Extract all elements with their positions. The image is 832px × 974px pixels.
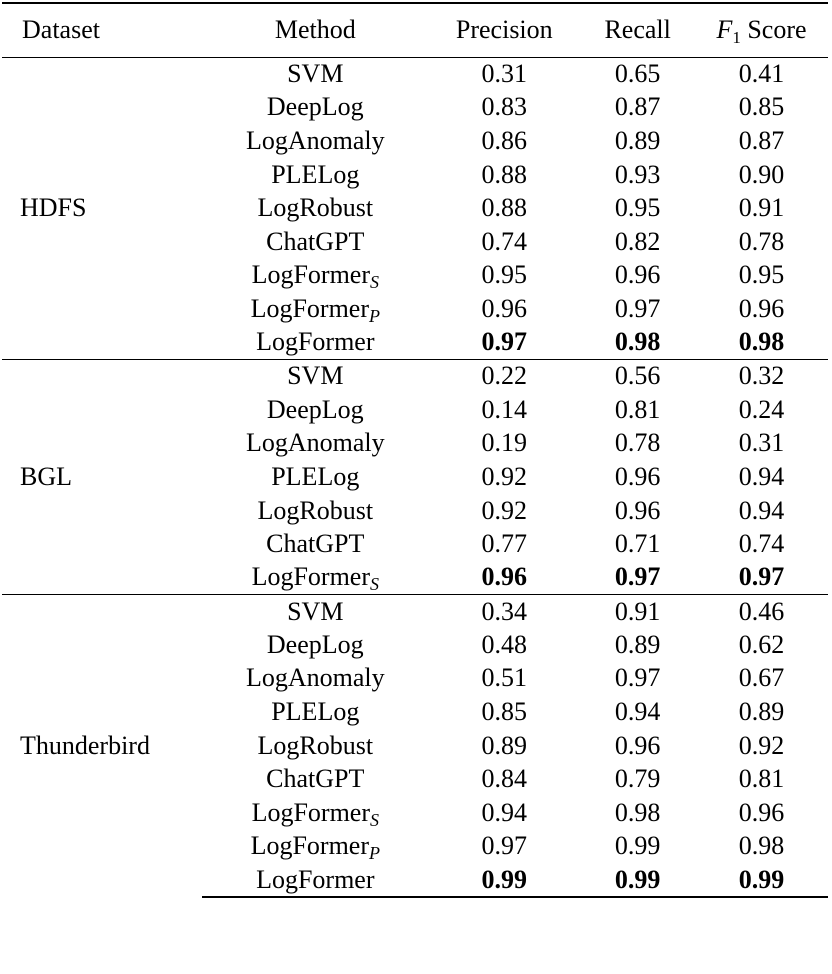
precision-value: 0.95	[481, 260, 528, 290]
method-name	[202, 225, 428, 259]
recall-value: 0.89	[614, 629, 661, 659]
header-precision: Precision	[455, 15, 553, 45]
method-label: ChatGPT	[266, 764, 365, 794]
dataset-name: Thunderbird	[2, 595, 202, 897]
precision-value: 0.97	[481, 327, 528, 357]
f1-value: 0.91	[738, 193, 785, 223]
method-name	[202, 729, 428, 763]
f1-value: 0.31	[738, 428, 785, 458]
recall-value: 0.96	[614, 730, 661, 760]
method-label: LogRobust	[257, 495, 374, 525]
recall-value: 0.78	[614, 428, 661, 458]
precision-value: 0.97	[481, 831, 528, 861]
f1-value: 0.62	[738, 629, 785, 659]
method-variant-subscript: P	[368, 305, 380, 326]
recall-value: 0.71	[614, 529, 661, 559]
precision-value: 0.22	[428, 359, 580, 393]
f1-value: 0.87	[738, 125, 785, 155]
header-f1-score	[695, 3, 828, 57]
method-variant-subscript: S	[369, 809, 379, 830]
method-name	[202, 57, 428, 91]
method-label: PLELog	[271, 159, 360, 189]
method-label: DeepLog	[266, 629, 364, 659]
f1-value: 0.94	[738, 461, 785, 491]
recall-value: 0.96	[614, 495, 661, 525]
recall-value: 0.89	[614, 125, 661, 155]
f1-value: 0.85	[738, 92, 785, 122]
dataset-group	[2, 359, 828, 594]
recall-value: 0.81	[614, 394, 661, 424]
method-name	[202, 359, 428, 393]
recall-value: 0.97	[614, 663, 661, 693]
method-name	[202, 628, 428, 662]
f1-value: 0.98	[738, 327, 785, 357]
recall-value: 0.96	[614, 461, 661, 491]
method-label: DeepLog	[266, 92, 364, 122]
method-label: SVM	[287, 361, 344, 391]
f1-value: 0.97	[738, 562, 785, 592]
method-label: SVM	[287, 59, 344, 89]
method-label: LogFormer	[250, 831, 369, 861]
recall-value: 0.93	[614, 159, 661, 189]
dataset-name: HDFS	[20, 193, 87, 223]
f1-value: 0.98	[738, 831, 785, 861]
precision-value: 0.19	[481, 428, 528, 458]
method-label: LogFormer	[256, 864, 375, 894]
method-name	[202, 326, 428, 360]
recall-value: 0.98	[614, 327, 661, 357]
method-label: LogAnomaly	[245, 125, 385, 155]
f1-value: 0.46	[695, 595, 828, 629]
method-name	[202, 259, 428, 293]
results-table	[2, 2, 828, 898]
f1-value: 0.78	[738, 226, 785, 256]
f1-letter: F	[716, 15, 733, 45]
precision-value: 0.31	[481, 59, 528, 89]
recall-value: 0.87	[614, 92, 661, 122]
method-name	[202, 662, 428, 696]
f1-subscript: 1	[732, 28, 741, 48]
method-label: PLELog	[271, 461, 360, 491]
dataset-group	[2, 57, 828, 359]
table-header	[2, 3, 828, 57]
method-name	[202, 191, 428, 225]
method-label: DeepLog	[266, 394, 364, 424]
method-label: LogAnomaly	[245, 428, 385, 458]
precision-value: 0.86	[481, 125, 528, 155]
f1-value: 0.96	[738, 797, 785, 827]
recall-value: 0.91	[580, 595, 695, 629]
f1-value: 0.89	[738, 697, 785, 727]
f1-value: 0.90	[738, 159, 785, 189]
header-method: Method	[274, 15, 356, 45]
method-name	[202, 527, 428, 561]
recall-value: 0.99	[580, 863, 695, 897]
method-name	[202, 292, 428, 326]
precision-value: 0.99	[428, 863, 580, 897]
precision-value: 0.83	[481, 92, 528, 122]
precision-value: 0.88	[481, 193, 528, 223]
precision-value: 0.77	[481, 529, 528, 559]
method-variant-subscript: S	[369, 574, 379, 595]
method-name	[202, 494, 428, 528]
dataset-name: BGL	[2, 359, 202, 594]
recall-value: 0.96	[614, 260, 661, 290]
precision-value: 0.96	[481, 562, 528, 592]
f1-value: 0.32	[695, 359, 828, 393]
precision-value: 0.51	[481, 663, 528, 693]
precision-value: 0.94	[481, 797, 528, 827]
f1-value: 0.67	[738, 663, 785, 693]
recall-value: 0.94	[614, 697, 661, 727]
recall-value: 0.56	[580, 359, 695, 393]
header-recall: Recall	[604, 15, 671, 45]
recall-value: 0.95	[614, 193, 661, 223]
method-name	[202, 561, 428, 595]
method-name	[202, 762, 428, 796]
method-name	[202, 427, 428, 461]
method-label: LogRobust	[257, 730, 374, 760]
method-label: ChatGPT	[266, 226, 365, 256]
method-label: LogFormer	[251, 797, 370, 827]
f1-value: 0.92	[738, 730, 785, 760]
method-name	[202, 595, 428, 629]
method-label: LogFormer	[250, 293, 369, 323]
recall-value: 0.65	[614, 59, 661, 89]
precision-value: 0.89	[481, 730, 528, 760]
f1-value: 0.74	[738, 529, 785, 559]
method-label: LogFormer	[251, 260, 370, 290]
recall-value: 0.98	[614, 797, 661, 827]
f1-value: 0.94	[738, 495, 785, 525]
header-row	[2, 3, 828, 57]
precision-value: 0.34	[428, 595, 580, 629]
precision-value: 0.48	[481, 629, 528, 659]
method-name	[202, 393, 428, 427]
f1-value: 0.41	[738, 59, 785, 89]
f1-value: 0.99	[695, 863, 828, 897]
precision-value: 0.92	[481, 461, 528, 491]
f1-value: 0.81	[738, 764, 785, 794]
precision-value: 0.84	[481, 764, 528, 794]
method-name	[202, 124, 428, 158]
method-label: LogRobust	[257, 193, 374, 223]
method-label: LogAnomaly	[245, 663, 385, 693]
method-label: ChatGPT	[266, 529, 365, 559]
f1-value: 0.96	[738, 293, 785, 323]
method-name	[202, 830, 428, 864]
precision-value: 0.92	[481, 495, 528, 525]
recall-value: 0.79	[614, 764, 661, 794]
dataset-group	[2, 595, 828, 897]
header-dataset: Dataset	[22, 15, 100, 45]
method-name	[202, 863, 428, 897]
table-row	[2, 57, 828, 91]
method-variant-subscript: P	[368, 843, 380, 864]
recall-value: 0.97	[614, 293, 661, 323]
precision-value: 0.14	[481, 394, 528, 424]
method-name	[202, 91, 428, 125]
precision-value: 0.96	[481, 293, 528, 323]
precision-value: 0.74	[481, 226, 528, 256]
recall-value: 0.99	[614, 831, 661, 861]
table-row	[2, 595, 828, 629]
method-name	[202, 695, 428, 729]
method-label: PLELog	[271, 697, 360, 727]
method-label: SVM	[287, 596, 344, 626]
method-name	[202, 796, 428, 830]
recall-value: 0.82	[614, 226, 661, 256]
f1-value: 0.24	[738, 394, 785, 424]
method-name	[202, 460, 428, 494]
method-name	[202, 158, 428, 192]
precision-value: 0.88	[481, 159, 528, 189]
recall-value: 0.97	[614, 562, 661, 592]
f1-value: 0.95	[738, 260, 785, 290]
precision-value: 0.85	[481, 697, 528, 727]
method-label: LogFormer	[251, 562, 370, 592]
f1-score-word: Score	[747, 15, 807, 45]
method-label: LogFormer	[256, 327, 375, 357]
table-row	[2, 359, 828, 393]
method-variant-subscript: S	[369, 272, 379, 293]
